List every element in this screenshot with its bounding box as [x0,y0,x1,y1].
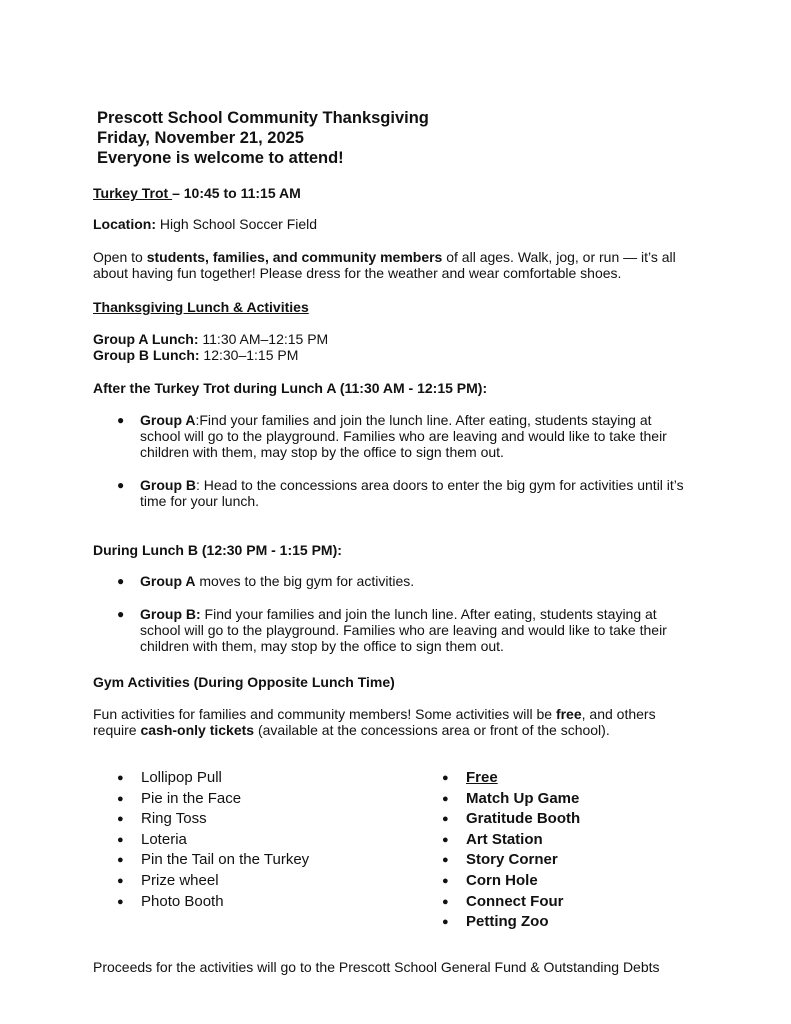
text: school will go to the playground. Families who are leaving and would like to take their [140,622,667,638]
text: require [93,722,141,738]
list-item: ● Art Station [466,830,543,850]
list-item: ● Loteria [141,830,187,850]
turkey-trot-description-2: about having fun together! Please dress for the weather and wear comfortable shoes. [93,265,622,281]
turkey-trot-label: Turkey Trot [93,185,173,201]
location-value: High School Soccer Field [156,216,318,232]
text: cash-only tickets [140,722,255,738]
lunch-heading-text: Thanksgiving Lunch & Activities [93,299,309,315]
bullet-icon: ● [117,413,125,427]
list-item: ● Match Up Game [466,789,579,809]
event-date: Friday, November 21, 2025 [97,129,304,147]
lunch-b-heading [93,542,342,558]
lunch-a-group-b [140,477,684,509]
location-line [93,216,317,232]
lunch-a-group-a [140,412,667,460]
bullet-icon: ● [117,478,125,492]
text: children with them, may stop by the office to sign them out. [140,638,504,654]
group-b-lunch [93,347,298,363]
heading-text: During Lunch B (12:30 PM - 1:15 PM): [93,542,342,558]
event-welcome: Everyone is welcome to attend! [97,149,344,167]
list-item: ● Pie in the Face [141,789,241,809]
gym-description [93,706,656,722]
text: , and others [581,706,656,722]
bullet-icon: ● [117,607,125,621]
list-item: ● Gratitude Booth [466,809,580,829]
label: Group B: [140,606,201,622]
list-item: ● Photo Booth [141,892,224,912]
text: :Find your families and join the lunch line. After eating, students staying at [195,412,652,428]
label: Group A Lunch: [93,331,199,347]
proceeds-note: Proceeds for the activities will go to the Prescott School General Fund & Outstanding Debts [93,959,660,975]
gym-description-2 [93,722,610,738]
list-item: ● Lollipop Pull [141,768,222,788]
text: moves to the big gym for activities. [195,573,415,589]
text: school will go to the playground. Families who are leaving and would like to take their [140,428,667,444]
gym-heading [93,674,395,690]
list-item: ● Corn Hole [466,871,538,891]
turkey-trot-heading [93,185,301,201]
text: : Head to the concessions area doors to enter the big gym for activities until it’s [196,477,684,493]
text: Fun activities for families and community members! Some activities will be [93,706,556,722]
list-item: ● Connect Four [466,892,564,912]
list-item: ● Ring Toss [141,809,207,829]
text: students, families, and community members [146,249,443,265]
text: time for your lunch. [140,493,260,509]
label: Group B Lunch: [93,347,200,363]
label: Group A [140,573,196,589]
turkey-trot-time: – 10:45 to 11:15 AM [172,185,301,201]
heading-text: Gym Activities (During Opposite Lunch Time) [93,674,395,690]
time: 12:30–1:15 PM [199,347,299,363]
turkey-trot-description [93,249,676,265]
text: (available at the concessions area or front of the school). [254,722,610,738]
event-title: Prescott School Community Thanksgiving [97,109,429,127]
lunch-b-group-b [140,606,667,654]
time: 11:30 AM–12:15 PM [198,331,329,347]
free-heading: ● Free [466,768,498,788]
list-item: ● Story Corner [466,850,558,870]
list-item: ● Petting Zoo [466,912,549,932]
list-item: ● Pin the Tail on the Turkey [141,850,309,870]
list-item: ● Prize wheel [141,871,219,891]
bullet-icon: ● [117,574,125,588]
location-label: Location: [93,216,156,232]
lunch-heading [93,299,309,315]
label: Group B [140,477,196,493]
heading-text: After the Turkey Trot during Lunch A (11:30 AM - 12:15 PM): [93,380,488,396]
text: Open to [93,249,147,265]
text: of all ages. Walk, jog, or run — it’s all [442,249,676,265]
text: Find your families and join the lunch line. After eating, students staying at [200,606,657,622]
label: Group A [140,412,196,428]
text: free [555,706,582,722]
group-a-lunch [93,331,328,347]
text: children with them, may stop by the office to sign them out. [140,444,504,460]
lunch-a-heading [93,380,487,396]
lunch-b-group-a [140,573,414,589]
